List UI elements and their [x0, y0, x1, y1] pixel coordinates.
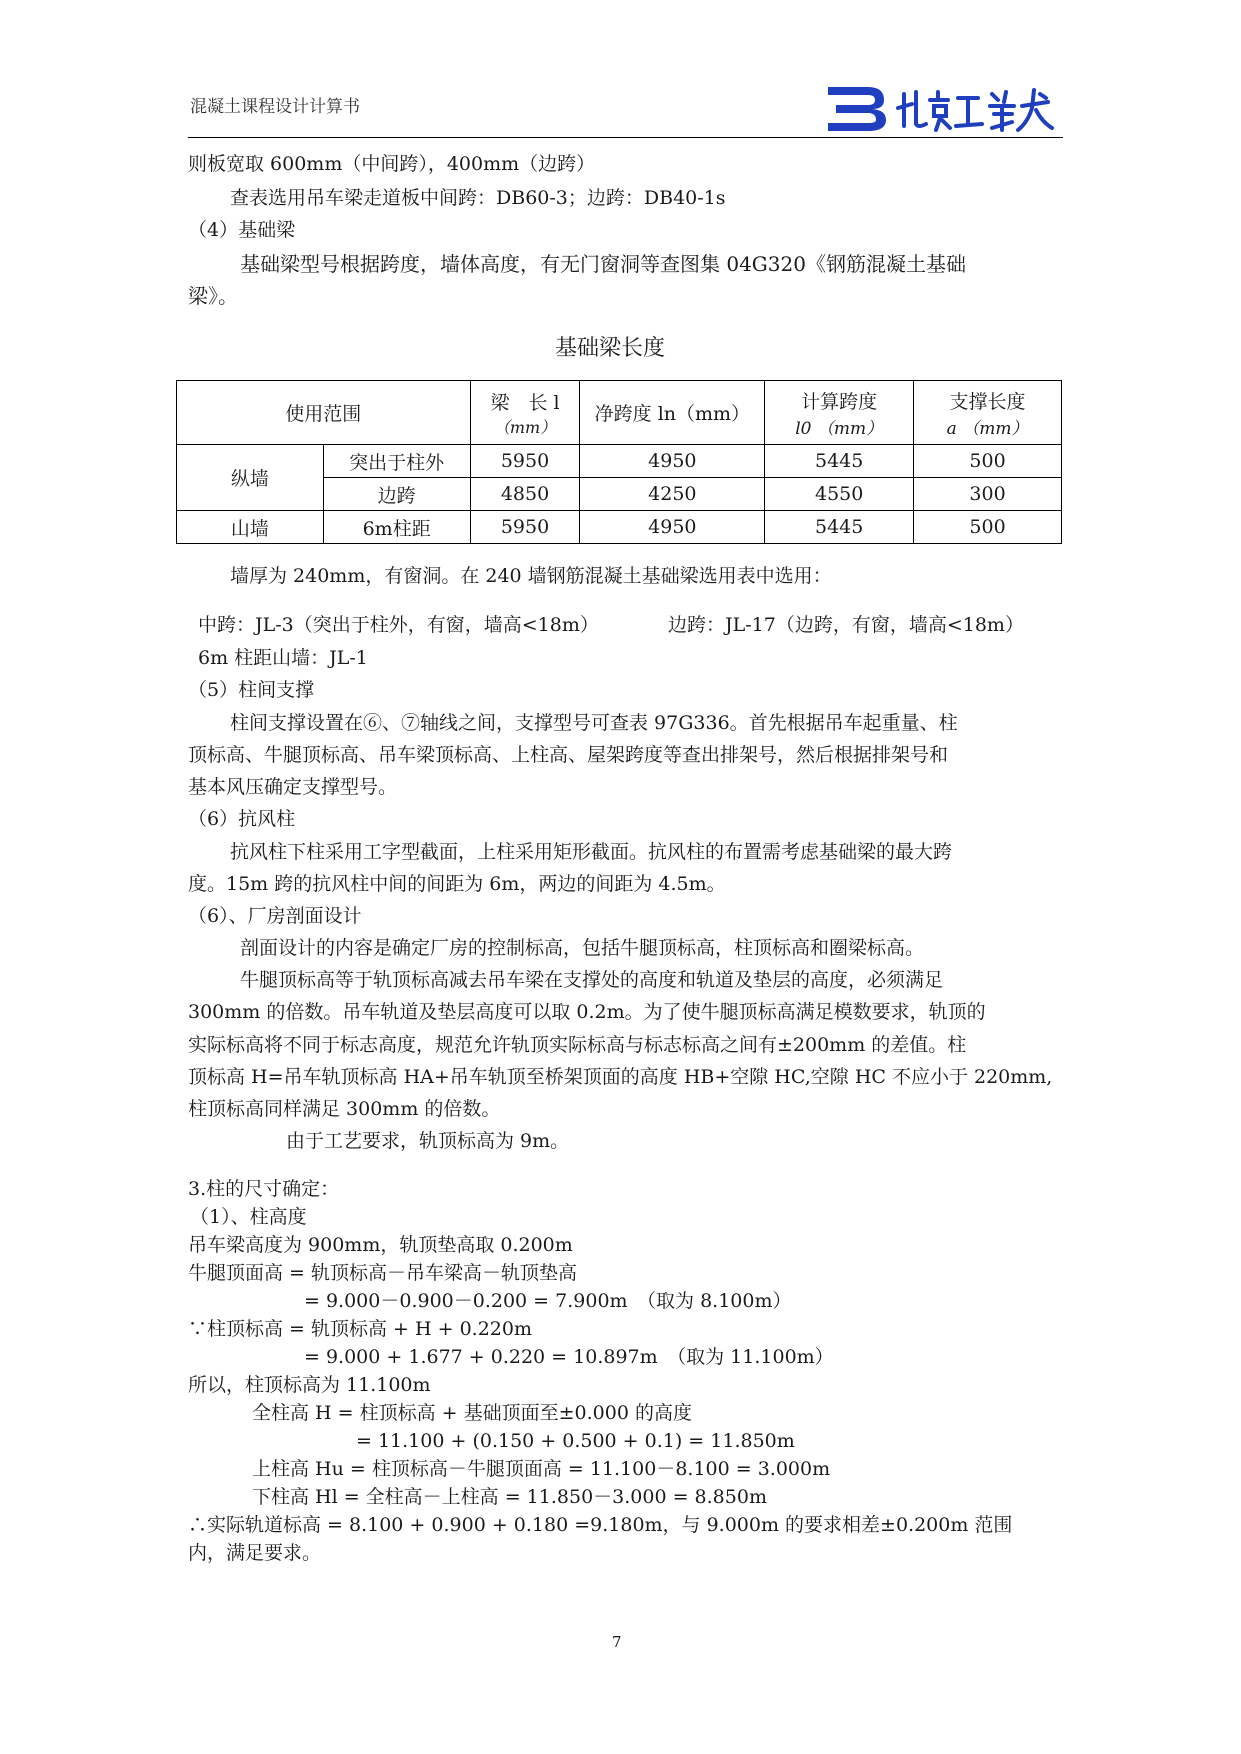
calc-column-top: ∵柱顶标高 = 轨顶标高 + H + 0.220m	[188, 1318, 532, 1340]
calc-column-top-value: = 9.000 + 1.677 + 0.220 = 10.897m （取为 11.100m）	[304, 1346, 834, 1368]
cell-len: 5950	[470, 511, 580, 544]
header-title: 混凝土课程设计计算书	[190, 97, 360, 117]
calc-total-height-value: = 11.100 + (0.150 + 0.500 + 0.1) = 11.850m	[356, 1430, 795, 1452]
th-net-span: 净跨度 ln（mm）	[580, 381, 765, 445]
para-bracing-2: 顶标高、牛腿顶标高、吊车梁顶标高、上柱高、屋架跨度等查出排架号，然后根据排架号和	[188, 744, 949, 766]
th-range: 使用范围	[177, 381, 471, 445]
cell-group: 山墙	[177, 511, 324, 544]
th-calc-span	[765, 381, 914, 445]
cell-net: 4950	[580, 445, 765, 478]
para-corbel-2: 300mm 的倍数。吊车轨道及垫层高度可以取 0.2m。为了使牛腿顶标高满足模数要求，轨顶的	[188, 1001, 986, 1023]
header-rule	[188, 137, 1063, 138]
th-calc-span-line1: 计算跨度	[801, 390, 878, 413]
cell-calc: 4550	[765, 478, 914, 511]
heading-column-bracing: （5）柱间支撑	[188, 679, 315, 701]
cell-sub: 突出于柱外	[323, 445, 470, 478]
para-edge-span: 边跨：JL-17（边跨，有窗，墙高<18m）	[668, 614, 1024, 636]
para-bracing-1: 柱间支撑设置在⑥、⑦轴线之间，支撑型号可查表 97G336。首先根据吊车起重量、柱	[230, 712, 958, 734]
para-corbel-1: 牛腿顶标高等于轨顶标高减去吊车梁在支撑处的高度和轨道及垫层的高度，必须满足	[240, 969, 944, 991]
para-foundation-beam-2: 梁》。	[188, 284, 238, 308]
para-corbel-3: 实际标高将不同于标志高度，规范允许轨顶实际标高与标志标高之间有±200mm 的差值。柱	[188, 1034, 967, 1056]
table-row	[177, 511, 1062, 544]
cell-sup: 300	[914, 478, 1062, 511]
cell-sub: 6m柱距	[323, 511, 470, 544]
calc-actual-rail-2: 内，满足要求。	[188, 1542, 322, 1564]
page-number: 7	[612, 1633, 622, 1651]
table-row	[177, 445, 1062, 478]
foundation-beam-table	[176, 380, 1062, 544]
calc-lower-column: 下柱高 Hl = 全柱高－上柱高 = 11.850－3.000 = 8.850m	[252, 1486, 767, 1508]
th-support-line2: a （mm）	[946, 418, 1029, 439]
para-section-design: 剖面设计的内容是确定厂房的控制标高，包括牛腿顶标高，柱顶标高和圈梁标高。	[240, 937, 925, 959]
para-rail-height: 由于工艺要求，轨顶标高为 9m。	[286, 1130, 570, 1152]
cell-group: 纵墙	[177, 445, 324, 511]
cell-calc: 5445	[765, 511, 914, 544]
para-bracing-3: 基本风压确定支撑型号。	[188, 776, 398, 798]
heading-column-height: （1）、柱高度	[190, 1206, 307, 1228]
calc-corbel-value: = 9.000－0.900－0.200 = 7.900m （取为 8.100m）	[304, 1290, 792, 1312]
table-header-row	[177, 381, 1062, 445]
th-calc-span-line2: l0 （mm）	[795, 418, 884, 439]
heading-column-dimensions: 3.柱的尺寸确定：	[188, 1178, 340, 1200]
th-beam-length-line2: （mm）	[493, 417, 557, 437]
table-caption: 基础梁长度	[555, 336, 666, 361]
para-gable-wall: 6m 柱距山墙：JL-1	[198, 647, 368, 669]
heading-foundation-beam: （4）基础梁	[188, 219, 296, 241]
cell-len: 4850	[470, 478, 580, 511]
cell-net: 4950	[580, 511, 765, 544]
university-logo	[826, 84, 1066, 134]
university-logo-graphic	[826, 84, 1066, 134]
para-wind-column-1: 抗风柱下柱采用工字型截面，上柱采用矩形截面。抗风柱的布置需考虑基础梁的最大跨	[230, 841, 953, 863]
cell-calc: 5445	[765, 445, 914, 478]
heading-wind-column: （6）抗风柱	[188, 808, 296, 830]
calc-corbel-top: 牛腿顶面高 = 轨顶标高－吊车梁高－轨顶垫高	[188, 1262, 578, 1284]
para-wall-thickness: 墙厚为 240mm，有窗洞。在 240 墙钢筋混凝土基础梁选用表中选用：	[230, 565, 832, 587]
th-beam-length	[470, 381, 580, 445]
th-support	[914, 381, 1062, 445]
para-corbel-5: 柱顶标高同样满足 300mm 的倍数。	[188, 1098, 501, 1120]
para-walkway-plate: 查表选用吊车梁走道板中间跨：DB60-3；边跨：DB40-1s	[230, 187, 726, 209]
para-corbel-4: 顶标高 H=吊车轨顶标高 HA+吊车轨顶至桥架顶面的高度 HB+空隙 HC,空隙 HC 不应小于 220mm,	[188, 1066, 1053, 1088]
calc-total-height: 全柱高 H = 柱顶标高 + 基础顶面至±0.000 的高度	[252, 1402, 692, 1424]
para-mid-span: 中跨：JL-3（突出于柱外，有窗，墙高<18m）	[198, 614, 599, 636]
cell-net: 4250	[580, 478, 765, 511]
para-foundation-beam-1: 基础梁型号根据跨度，墙体高度，有无门窗洞等查图集 04G320《钢筋混凝土基础	[240, 252, 966, 276]
th-beam-length-line1: 梁 长 l	[490, 391, 560, 414]
calc-column-top-result: 所以，柱顶标高为 11.100m	[188, 1374, 431, 1396]
calc-upper-column: 上柱高 Hu = 柱顶标高－牛腿顶面高 = 11.100－8.100 = 3.000m	[252, 1458, 831, 1480]
cell-sup: 500	[914, 511, 1062, 544]
calc-crane-beam: 吊车梁高度为 900mm，轨顶垫高取 0.200m	[188, 1234, 573, 1256]
cell-len: 5950	[470, 445, 580, 478]
th-support-line1: 支撑长度	[949, 390, 1026, 413]
cell-sup: 500	[914, 445, 1062, 478]
cell-sub: 边跨	[323, 478, 470, 511]
calc-actual-rail-1: ∴实际轨道标高 = 8.100 + 0.900 + 0.180 =9.180m，与 9.000m 的要求相差±0.200m 范围	[188, 1514, 1013, 1536]
para-wind-column-2: 度。15m 跨的抗风柱中间的间距为 6m，两边的间距为 4.5m。	[188, 873, 726, 895]
heading-section-design: （6）、厂房剖面设计	[188, 905, 362, 927]
para-plate-width: 则板宽取 600mm（中间跨），400mm（边跨）	[188, 153, 596, 175]
